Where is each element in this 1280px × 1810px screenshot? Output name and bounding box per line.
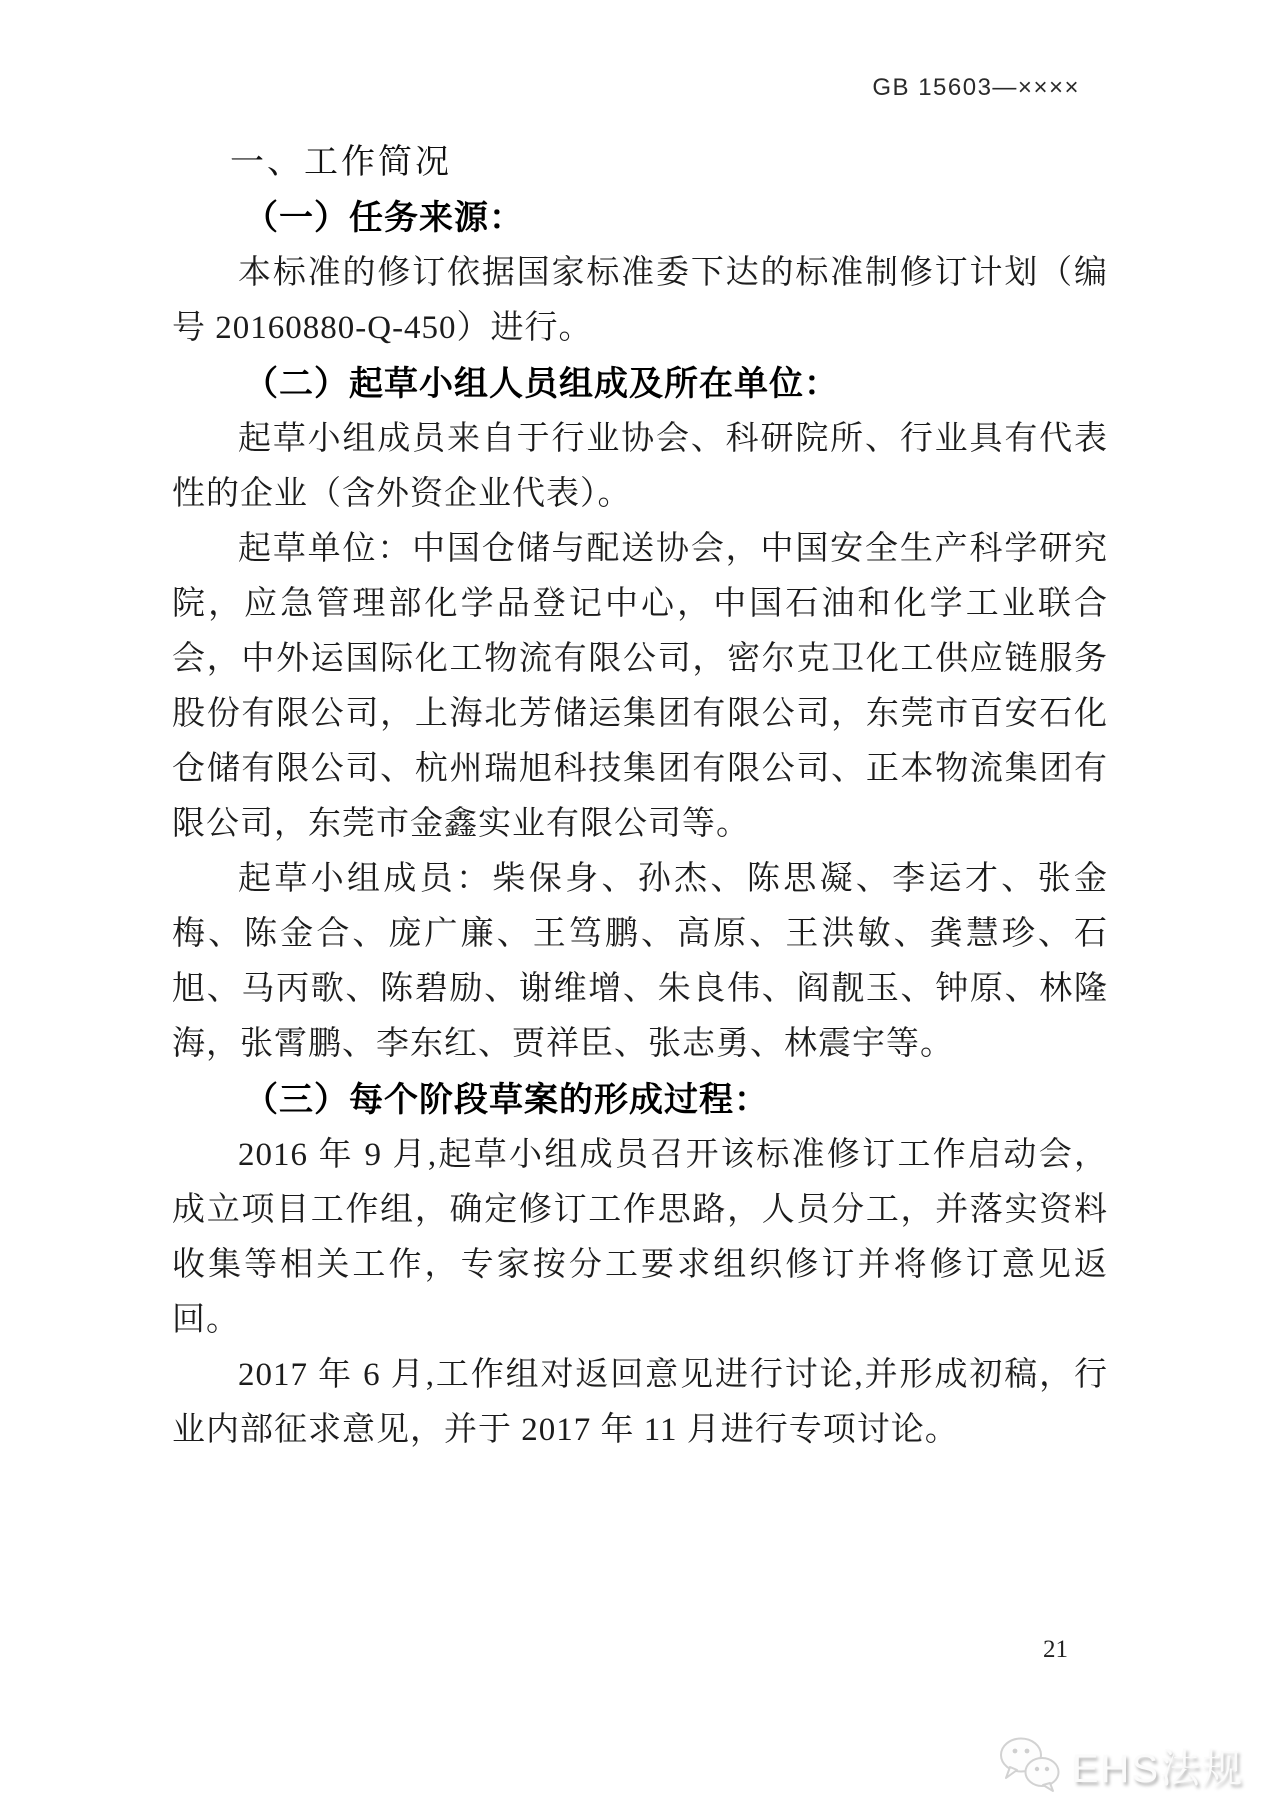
subsection-2-paragraph-2: 起草单位：中国仓储与配送协会，中国安全生产科学研究院，应急管理部化学品登记中心，中国石油和化学工业联合会，中外运国际化工物流有限公司，密尔克卫化工供应链服务股份有限公司，上海北芳储运集团有限公司，东莞市百安石化仓储有限公司、杭州瑞旭科技集团有限公司、正本物流集团有限公司，东莞市金鑫实业有限公司等。 bbox=[172, 531, 1108, 842]
section-title: 一、工作简况 bbox=[230, 143, 452, 181]
subsection-1-title: （一）任务来源： bbox=[244, 199, 524, 237]
subsection-3-title: （三）每个阶段草案的形成过程： bbox=[244, 1081, 769, 1119]
subsection-3-paragraph-1: 2016 年 9 月,起草小组成员召开该标准修订工作启动会，成立项目工作组，确定修订工作思路，人员分工，并落实资料收集等相关工作，专家按分工要求组织修订并将修订意见返回。 bbox=[172, 1137, 1108, 1338]
subsection-2-paragraph-3: 起草小组成员：柴保身、孙杰、陈思凝、李运才、张金梅、陈金合、庞广廉、王笃鹏、高原、王洪敏、龚慧珍、石旭、马丙歌、陈碧励、谢维增、朱良伟、阎靓玉、钟原、林隆海，张霄鹏、李东红、贾祥臣、张志勇、林震宇等。 bbox=[172, 861, 1108, 1062]
watermark bbox=[998, 1736, 1244, 1794]
subsection-3-paragraph-2: 2017 年 6 月,工作组对返回意见进行讨论,并形成初稿，行业内部征求意见，并于 2017 年 11 月进行专项讨论。 bbox=[172, 1357, 1108, 1448]
page-number: 21 bbox=[1043, 1636, 1068, 1663]
subsection-2-paragraph-1: 起草小组成员来自于行业协会、科研院所、行业具有代表性的企业（含外资企业代表）。 bbox=[172, 421, 1108, 512]
subsection-1-paragraph: 本标准的修订依据国家标准委下达的标准制修订计划（编号 20160880-Q-450）进行。 bbox=[172, 255, 1108, 346]
subsection-2-title: （二）起草小组人员组成及所在单位： bbox=[244, 365, 839, 403]
doc-number-header: GB 15603—×××× bbox=[872, 74, 1080, 101]
document-body bbox=[172, 134, 1108, 1458]
watermark-label: EHS法规 bbox=[1071, 1746, 1244, 1791]
wechat-icon bbox=[998, 1736, 1062, 1794]
